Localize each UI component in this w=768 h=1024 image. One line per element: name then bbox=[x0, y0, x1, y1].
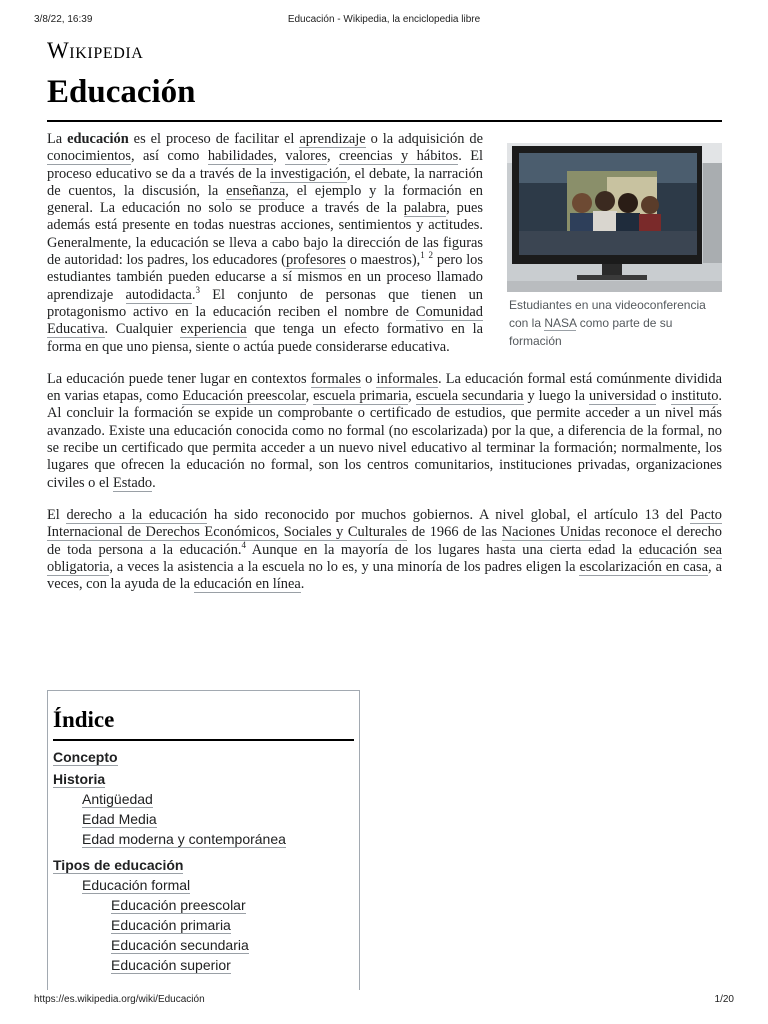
text: o la adquisición de bbox=[365, 131, 483, 147]
text: o bbox=[361, 370, 377, 387]
thumbnail-figure bbox=[507, 143, 722, 350]
toc-item-superior[interactable] bbox=[53, 955, 354, 975]
text: . Cualquier bbox=[104, 321, 181, 338]
figure-caption bbox=[507, 292, 722, 350]
link[interactable]: educación sea obligatoria bbox=[47, 541, 722, 575]
link[interactable]: valores bbox=[285, 148, 327, 165]
text: , bbox=[408, 388, 416, 405]
reference-link[interactable]: 4 bbox=[241, 539, 247, 550]
text: El conjunto de personas que tienen un protagonismo activo en la educación reciben el nombre de bbox=[47, 286, 483, 320]
link[interactable]: escolarización en casa bbox=[579, 558, 709, 575]
caption-text: Estudiantes en una videoconferencia con la bbox=[509, 298, 706, 330]
text: , el ejemplo y la formación en general. La educación no solo se produce a través de la bbox=[47, 182, 483, 217]
toc-item-label[interactable]: Educación primaria bbox=[111, 917, 231, 933]
link[interactable]: universidad bbox=[588, 388, 657, 405]
text: es el proceso de facilitar el bbox=[128, 131, 300, 147]
text: que tenga un efecto formativo en la forma en que uno piensa, siente o actúa puede considerarse educativa. bbox=[47, 321, 483, 355]
reference-link[interactable]: 3 bbox=[195, 284, 200, 295]
text: El bbox=[47, 506, 67, 523]
text: La educación puede tener lugar en contextos bbox=[47, 370, 311, 387]
toc-item-educacion-formal[interactable] bbox=[53, 875, 354, 895]
toc-item-label[interactable]: Historia bbox=[53, 771, 106, 787]
toc-item-historia[interactable] bbox=[53, 769, 354, 789]
paragraph-contexts bbox=[47, 371, 722, 492]
link[interactable]: Comunidad Educativa bbox=[47, 303, 483, 338]
wikipedia-wordmark[interactable]: Wikipedia bbox=[47, 38, 144, 63]
text: o bbox=[656, 388, 672, 405]
toc-item-label[interactable]: Educación superior bbox=[111, 957, 231, 973]
toc-item-edad-moderna[interactable] bbox=[53, 829, 354, 849]
reference-link[interactable]: 2 bbox=[428, 250, 434, 261]
print-datetime: 3/8/22, 16:39 bbox=[34, 14, 93, 25]
link[interactable]: conocimientos bbox=[47, 148, 131, 165]
toc-item-label[interactable]: Edad Media bbox=[82, 811, 157, 827]
text: . bbox=[152, 474, 156, 491]
link[interactable]: autodidacta bbox=[125, 286, 192, 303]
toc-item-primaria[interactable] bbox=[53, 915, 354, 935]
text: . bbox=[300, 576, 305, 593]
toc-item-antiguedad[interactable] bbox=[53, 789, 354, 809]
page-title: Educación bbox=[47, 70, 722, 122]
print-document-title: Educación - Wikipedia, la enciclopedia libre bbox=[287, 14, 481, 25]
toc-list bbox=[53, 747, 354, 975]
caption-text-end: como parte de su formación bbox=[509, 316, 673, 348]
toc-item-label[interactable]: Educación formal bbox=[82, 877, 191, 893]
link[interactable]: experiencia bbox=[180, 321, 247, 338]
toc-item-label[interactable]: Educación preescolar bbox=[111, 897, 246, 913]
paragraph-rights bbox=[47, 507, 722, 593]
link[interactable]: profesores bbox=[285, 252, 346, 269]
text: , a veces la asistencia a la escuela no lo es, y una minoría de los padres eligen la bbox=[109, 558, 580, 575]
text: Aunque en la mayoría de los lugares hasta una cierta edad la bbox=[246, 541, 639, 558]
link[interactable]: creencias y hábitos bbox=[339, 148, 459, 165]
text: de 1966 de las bbox=[407, 524, 502, 541]
reference-link[interactable]: 1 bbox=[420, 250, 425, 261]
text: , bbox=[273, 148, 286, 165]
link[interactable]: aprendizaje bbox=[299, 131, 366, 147]
link[interactable]: escuela secundaria bbox=[415, 388, 524, 405]
toc-item-label[interactable]: Antigüedad bbox=[82, 791, 153, 807]
print-url: https://es.wikipedia.org/wiki/Educación bbox=[34, 994, 205, 1005]
text: , el debate, la narración de cuentos, la discusión, la bbox=[47, 165, 483, 199]
toc-item-label[interactable]: Edad moderna y contemporánea bbox=[82, 831, 286, 847]
toc-item-edad-media[interactable] bbox=[53, 809, 354, 829]
toc-item-label[interactable]: Tipos de educación bbox=[53, 857, 184, 873]
text: La bbox=[47, 131, 68, 147]
text: , bbox=[326, 148, 340, 165]
text: , pues además está presente en todas nuestras acciones, sentimientos y actitudes. Generalmente, la educación se lleva a cabo bajo la dirección de las figuras de autoridad: los padres, los educadores ( bbox=[47, 200, 484, 269]
toc-item-preescolar[interactable] bbox=[53, 895, 354, 915]
link[interactable]: educación en línea bbox=[193, 576, 301, 593]
link[interactable]: investigación bbox=[270, 165, 347, 182]
toc-item-tipos[interactable] bbox=[53, 855, 354, 875]
figure-image[interactable] bbox=[507, 143, 722, 292]
text: . Al concluir la formación se expide un comprobante o certificado de estudios, que permite acceder a un nivel más avanzado. Existe una educación conocida como no formal (no escolarizada) por la que, a diferencia de la formal, no se recibe un certificado que permita acceder a un nuevo nivel educativo al terminar la formación; normalmente, los lugares que ofrecen la educación no formal, son los centros comunitarios, instituciones privadas, organizaciones civiles o el bbox=[47, 388, 723, 491]
text: , a veces, con la ayuda de la bbox=[47, 558, 722, 593]
link[interactable]: Estado bbox=[112, 474, 153, 491]
videoconference-photo bbox=[507, 143, 722, 292]
bold-term: educación bbox=[67, 131, 129, 147]
text: ha sido reconocido por muchos gobiernos. A nivel global, el artículo 13 del bbox=[207, 506, 691, 523]
text: pero los estudiantes también pueden educarse a sí mismos en un proceso llamado aprendizaje bbox=[47, 252, 483, 303]
link[interactable]: Naciones Unidas bbox=[501, 524, 601, 541]
link[interactable]: formales bbox=[310, 370, 362, 387]
text: . La educación formal está comúnmente dividida en varias etapas, como bbox=[47, 370, 722, 405]
table-of-contents bbox=[47, 690, 360, 990]
toc-item-label[interactable]: Educación secundaria bbox=[111, 937, 249, 953]
toc-item-secundaria[interactable] bbox=[53, 935, 354, 955]
link[interactable]: habilidades bbox=[207, 148, 274, 165]
text: , bbox=[305, 388, 314, 405]
link[interactable]: palabra bbox=[403, 200, 447, 217]
text: . bbox=[191, 286, 196, 303]
link[interactable]: instituto bbox=[671, 388, 719, 405]
text: reconoce el derecho de toda persona a la educación. bbox=[47, 524, 722, 558]
caption-link-nasa[interactable]: NASA bbox=[544, 316, 577, 330]
text: y luego la bbox=[523, 388, 589, 405]
toc-item-label[interactable]: Concepto bbox=[53, 749, 118, 765]
text: o maestros), bbox=[345, 252, 421, 269]
link[interactable]: enseñanza bbox=[226, 182, 286, 199]
link[interactable]: escuela primaria bbox=[313, 388, 409, 405]
text: , así como bbox=[130, 148, 208, 165]
article-body bbox=[47, 131, 722, 608]
link[interactable]: Pacto Internacional de Derechos Económicos, Sociales y Culturales bbox=[47, 506, 723, 541]
toc-title: Índice bbox=[53, 705, 354, 741]
link[interactable]: informales bbox=[376, 370, 439, 387]
link[interactable]: derecho a la educación bbox=[66, 506, 208, 523]
toc-item-concepto[interactable] bbox=[53, 747, 354, 767]
text: . El proceso educativo se da a través de la bbox=[47, 148, 484, 182]
print-page-indicator: 1/20 bbox=[714, 994, 734, 1005]
link[interactable]: Educación preescolar bbox=[182, 388, 306, 405]
